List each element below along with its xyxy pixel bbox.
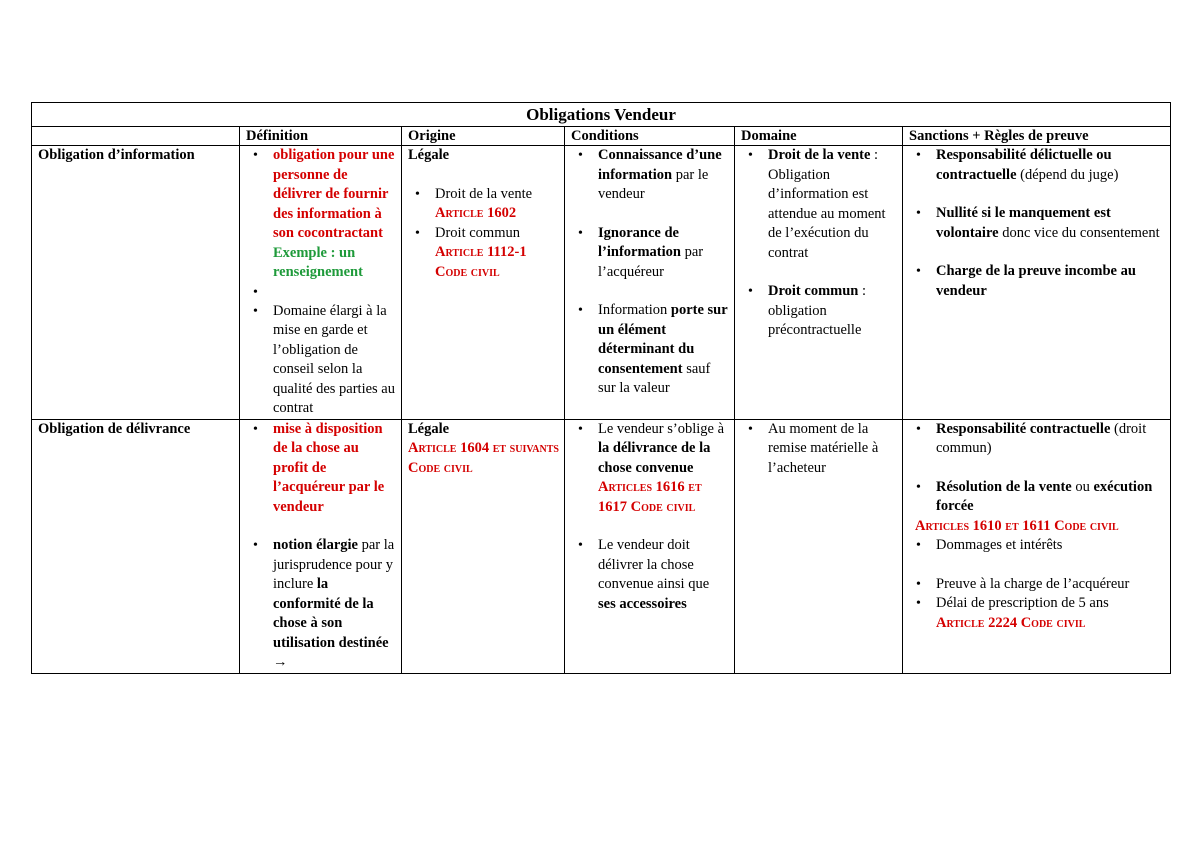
- domaine-bold: Droit commun: [768, 283, 859, 299]
- header-conditions: Conditions: [565, 127, 735, 146]
- list-item: [741, 420, 897, 479]
- title-row: [32, 103, 1171, 127]
- list-item: [246, 146, 396, 283]
- list-item: [571, 224, 729, 283]
- article-ref: Article 1112-1 Code civil: [435, 244, 527, 280]
- origine-cell: [402, 146, 565, 420]
- domaine-cell: [735, 146, 903, 420]
- spacer: [571, 205, 729, 224]
- spacer: [741, 263, 897, 282]
- definition-text: obligation pour une personne de délivrer de fournir des information à son cocontractant: [273, 147, 395, 241]
- table-row: [32, 419, 1171, 673]
- list-item: [909, 478, 1165, 517]
- sanctions-cell: [903, 419, 1171, 673]
- list-item: [909, 262, 1165, 301]
- condition-text: sauf sur la valeur: [598, 360, 711, 396]
- sanction-bold: Nullité si le manquement est volontaire: [936, 205, 1111, 241]
- article-ref: Article 2224 Code civil: [936, 614, 1086, 631]
- domaine-bold: Droit de la vente: [768, 147, 871, 163]
- list-item: [909, 594, 1165, 633]
- row-label: Obligation de délivrance: [32, 419, 240, 673]
- definition-bold: la conformité de la chose à son utilisation destinée →: [273, 576, 389, 670]
- sanctions-cell: [903, 146, 1171, 420]
- definition-cell: [240, 146, 402, 420]
- spacer: [909, 556, 1165, 575]
- header-row: [32, 127, 1171, 146]
- article-ref: Article 1602: [435, 205, 517, 221]
- sanction-text: donc vice du consentement: [998, 224, 1160, 241]
- sanction-text: Dommages et intérêts: [936, 537, 1063, 553]
- definition-cell: [240, 419, 402, 673]
- header-sanctions: Sanctions + Règles de preuve: [903, 127, 1171, 146]
- article-ref: Articles 1616 et 1617 Code civil: [598, 479, 702, 515]
- origine-text: Droit commun: [435, 224, 520, 241]
- sanction-text: ou: [1071, 478, 1094, 495]
- list-item: [246, 420, 396, 518]
- sanction-bold: Résolution de la vente: [936, 478, 1072, 495]
- sanction-bold: Responsabilité délictuelle ou contractuelle: [936, 147, 1112, 183]
- origine-head: Légale: [408, 420, 450, 437]
- list-item: [909, 146, 1165, 185]
- sanction-text: Preuve à la charge de l’acquéreur: [936, 575, 1130, 592]
- header-definition: Définition: [240, 127, 402, 146]
- condition-text: par le vendeur: [598, 166, 709, 202]
- row-label: Obligation d’information: [32, 146, 240, 420]
- list-item: [571, 420, 729, 518]
- spacer: [571, 282, 729, 301]
- spacer: [246, 517, 396, 536]
- definition-example: Exemple : un renseignement: [273, 244, 363, 280]
- sanction-text: (dépend du juge): [1016, 166, 1119, 183]
- spacer: [571, 517, 729, 536]
- conditions-cell: [565, 419, 735, 673]
- sanction-bold: Responsabilité contractuelle: [936, 420, 1111, 437]
- domaine-text: : obligation précontractuelle: [768, 283, 867, 338]
- condition-bold: porte sur un élément déterminant du consentement: [598, 302, 728, 377]
- sanction-text: (droit commun): [936, 420, 1147, 456]
- condition-text: Le vendeur s’oblige à: [598, 420, 725, 437]
- origine-cell: [402, 419, 565, 673]
- list-item: [741, 146, 897, 263]
- list-item: [741, 282, 897, 341]
- list-item: [571, 536, 729, 614]
- definition-bold: notion élargie: [273, 537, 358, 553]
- domaine-text: Au moment de la remise matérielle à l’acheteur: [768, 420, 879, 476]
- spacer: [909, 185, 1165, 204]
- origine-head: Légale: [408, 147, 450, 163]
- definition-text: Domaine élargi à la mise en garde et l’obligation de conseil selon la qualité des parties au contrat: [273, 302, 395, 416]
- header-empty: [32, 127, 240, 146]
- list-item: [246, 536, 396, 673]
- condition-text: Le vendeur doit délivrer la chose convenue ainsi que: [598, 537, 710, 592]
- domaine-text: : Obligation d’information est attendue au moment de l’exécution du contrat: [768, 147, 886, 261]
- list-item: [408, 224, 559, 283]
- list-item: [909, 420, 1165, 459]
- sanction-bold: Charge de la preuve incombe au vendeur: [936, 263, 1136, 299]
- list-item: [571, 301, 729, 399]
- condition-text: par l’acquéreur: [598, 244, 704, 280]
- definition-text: par la jurisprudence pour y inclure: [273, 537, 395, 592]
- table-row: [32, 146, 1171, 420]
- table-title: Obligations Vendeur: [32, 103, 1171, 127]
- origine-text: Droit de la vente: [435, 185, 533, 202]
- list-item: [571, 146, 729, 205]
- condition-bold: Connaissance d’une information: [598, 147, 722, 183]
- condition-text: Information: [598, 302, 671, 318]
- list-item: [909, 575, 1165, 595]
- spacer: [246, 283, 396, 302]
- header-origine: Origine: [402, 127, 565, 146]
- condition-bold: Ignorance de l’information: [598, 224, 681, 260]
- domaine-cell: [735, 419, 903, 673]
- obligations-table: [31, 102, 1171, 674]
- condition-bold: la délivrance de la chose convenue: [598, 440, 711, 476]
- conditions-cell: [565, 146, 735, 420]
- spacer: [909, 459, 1165, 478]
- sanction-bold: exécution forcée: [936, 478, 1153, 514]
- definition-text: mise à disposition de la chose au profit de l’acquéreur par le vendeur: [273, 420, 385, 515]
- list-item: [246, 302, 396, 419]
- list-item: [909, 536, 1165, 556]
- list-item: [909, 204, 1165, 243]
- condition-bold: ses accessoires: [598, 595, 687, 612]
- article-ref: Article 1604 et suivants Code civil: [408, 440, 559, 476]
- article-ref: Articles 1610 et 1611 Code civil: [915, 517, 1119, 534]
- list-item: [408, 185, 559, 224]
- header-domaine: Domaine: [735, 127, 903, 146]
- spacer: [408, 166, 559, 185]
- spacer: [909, 243, 1165, 262]
- sanction-text: Délai de prescription de 5 ans: [936, 595, 1109, 611]
